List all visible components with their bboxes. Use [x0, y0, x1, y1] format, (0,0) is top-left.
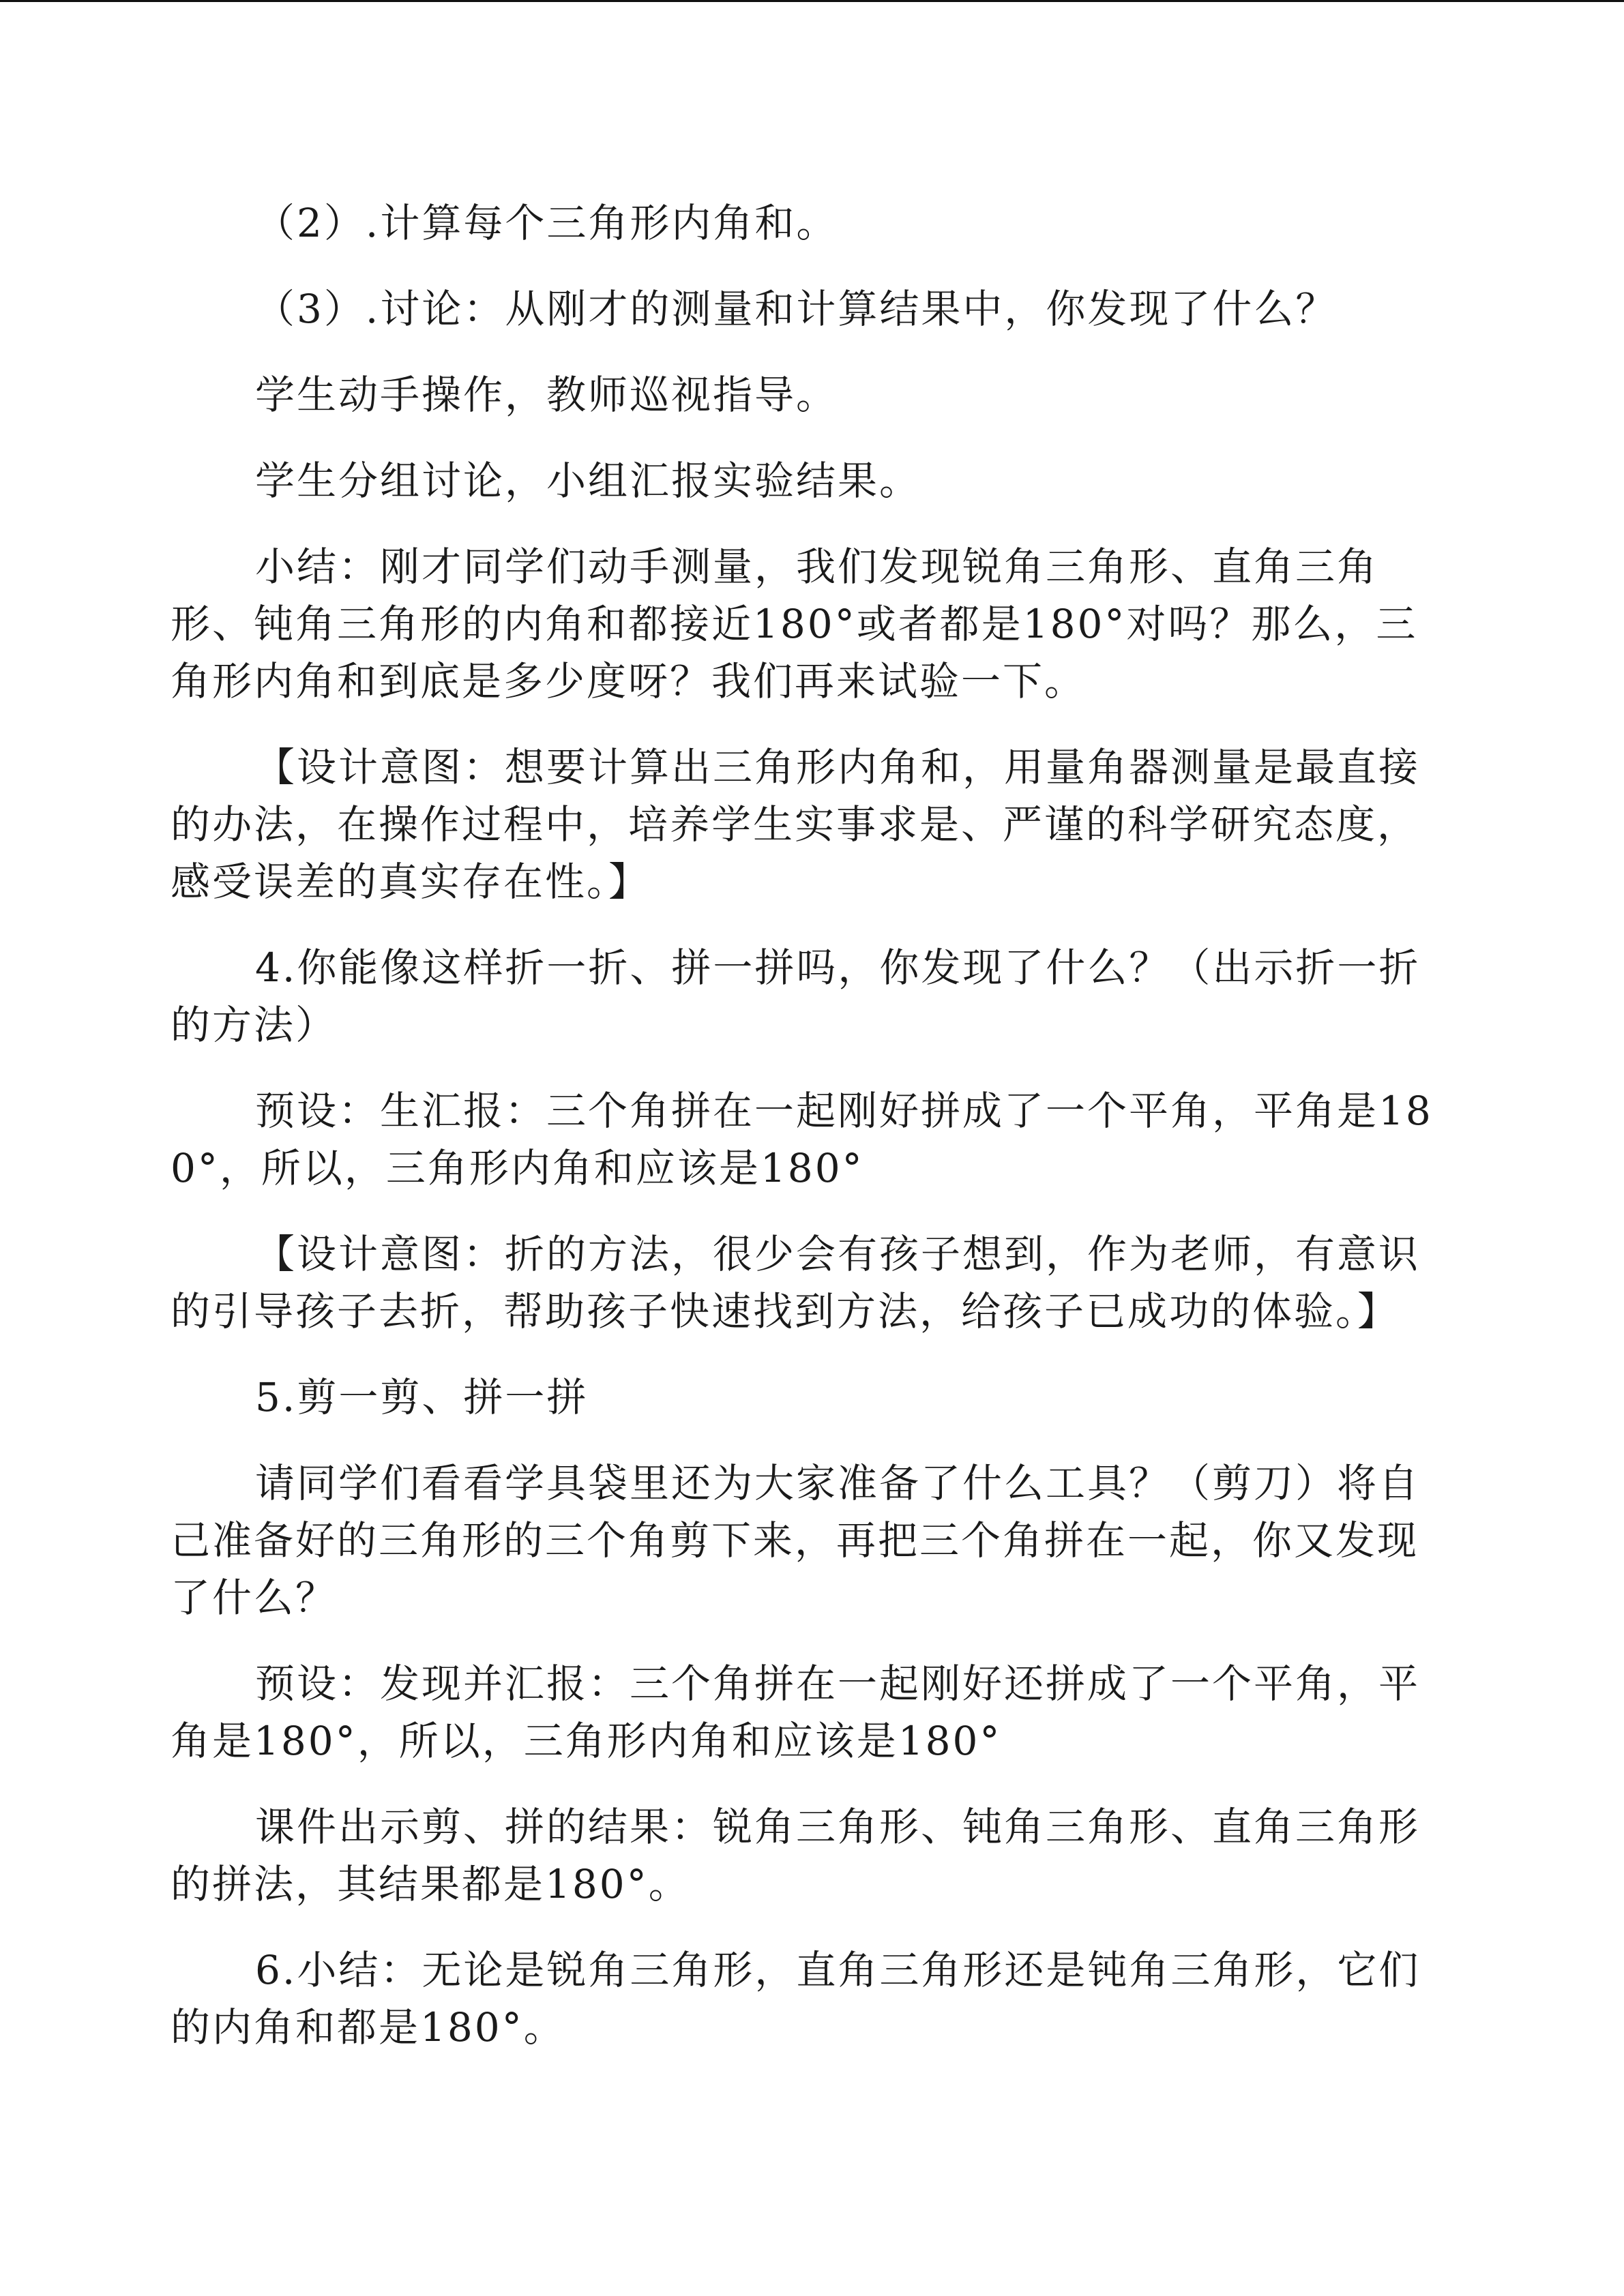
paragraph-step-4-fold: 4.你能像这样折一折、拼一拼吗，你发现了什么？（出示折一折的方法）: [171, 944, 1421, 1048]
paragraph-group-discussion: 学生分组讨论，小组汇报实验结果。: [255, 458, 921, 504]
paragraph-design-intent-1: 【设计意图：想要计算出三角形内角和，用量角器测量是最直接的办法，在操作过程中，培养学生实事求是、严谨的科学研究态度，感受误差的真实存在性。】: [171, 744, 1421, 905]
paragraph-courseware-result: 课件出示剪、拼的结果：锐角三角形、钝角三角形、直角三角形的拼法，其结果都是180°。: [171, 1804, 1421, 1907]
paragraph-tools-question: 请同学们看看学具袋里还为大家准备了什么工具？（剪刀）将自己准备好的三角形的三个角剪下来，再把三个角拼在一起，你又发现了什么？: [171, 1460, 1421, 1621]
paragraph-step-5-cut: 5.剪一剪、拼一拼: [255, 1374, 589, 1420]
paragraph-design-intent-2: 【设计意图：折的方法，很少会有孩子想到，作为老师，有意识的引导孩子去折，帮助孩子快速找到方法，给孩子已成功的体验。】: [171, 1231, 1421, 1335]
page-top-border: [0, 0, 1624, 2]
paragraph-summary-1: 小结：刚才同学们动手测量，我们发现锐角三角形、直角三角形、钝角三角形的内角和都接近180°或者都是180°对吗？那么，三角形内角和到底是多少度呀？我们再来试验一下。: [171, 543, 1418, 704]
paragraph-step-6-summary: 6.小结：无论是锐角三角形，直角三角形还是钝角三角形，它们的内角和都是180°。: [171, 1947, 1421, 2051]
paragraph-student-operation: 学生动手操作，教师巡视指导。: [255, 372, 838, 418]
paragraph-step-2: （2）.计算每个三角形内角和。: [255, 200, 838, 246]
paragraph-step-3: （3）.讨论：从刚才的测量和计算结果中，你发现了什么？: [255, 286, 1338, 332]
paragraph-preset-1: 预设：生汇报：三个角拼在一起刚好拼成了一个平角，平角是180°，所以，三角形内角和应该是180°: [171, 1088, 1433, 1191]
document-body: [171, 194, 1439, 2056]
paragraph-preset-2: 预设：发现并汇报：三个角拼在一起刚好还拼成了一个平角，平角是180°，所以，三角形内角和应该是180°: [171, 1660, 1421, 1764]
